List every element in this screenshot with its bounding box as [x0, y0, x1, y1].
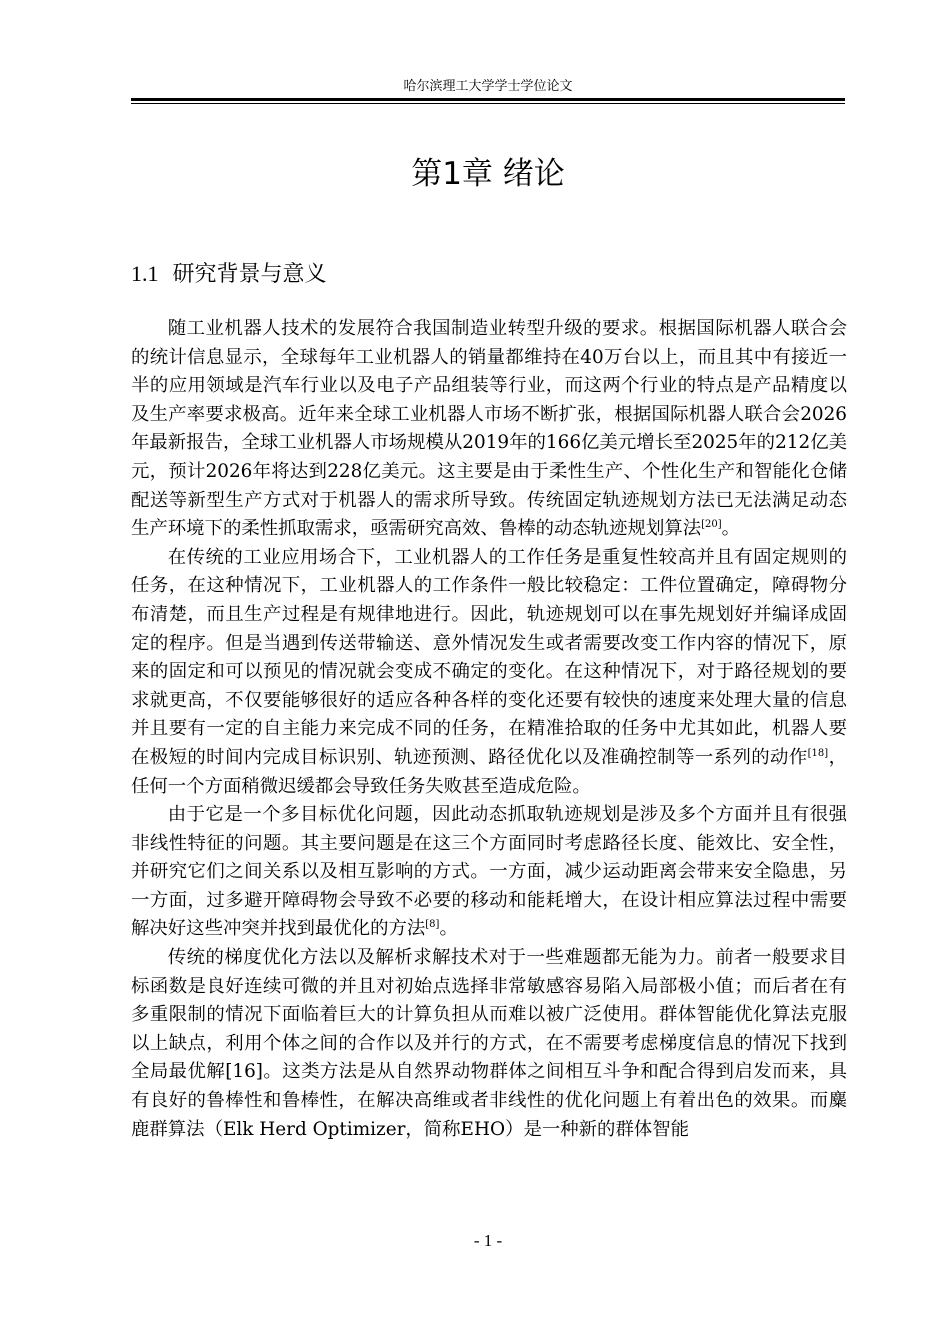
paragraph: [131, 315, 847, 544]
section-number: 1.1: [131, 261, 159, 286]
running-header: 哈尔滨理工大学学士学位论文: [403, 79, 573, 94]
citation: [20]: [701, 519, 722, 531]
paragraph: [131, 544, 847, 801]
paragraph-tail: ，任何一个方面稍微迟缓都会导致任务失败甚至造成危险。: [131, 746, 847, 797]
paragraph: [131, 801, 847, 944]
section-heading: 研究背景与意义: [172, 262, 327, 287]
paragraph-tail: 。: [721, 518, 741, 540]
paragraph-text: 由于它是一个多目标优化问题，因此动态抓取轨迹规划是涉及多个方面并且有很强非线性特征的问题。其主要问题是在这三个方面同时考虑路径长度、能效比、安全性，并研究它们之间关系以及相互影响的方式。一方面，减少运动距离会带来安全隐患，另一方面，过多避开障碍物会导致不必要的移动和能耗增大，在设计相应算法过程中需要解决好这些冲突并找到最优化的方法: [131, 804, 847, 940]
citation: [18]: [807, 747, 829, 759]
paragraph-text: 随工业机器人技术的发展符合我国制造业转型升级的要求。根据国际机器人联合会的统计信息显示，全球每年工业机器人的销量都维持在40万台以上，而且其中有接近一半的应用领域是汽车行业以及电子产品组装等行业，而这两个行业的特点是产品精度以及生产率要求极高。近年来全球工业机器人市场不断扩张，根据国际机器人联合会2026年最新报告，全球工业机器人市场规模从2019年的166亿美元增长至2025年的212亿美元，预计2026年将达到228亿美元。这主要是由于柔性生产、个性化生产和智能化仓储配送等新型生产方式对于机器人的需求所导致。传统固定轨迹规划方法已无法满足动态生产环境下的柔性抓取需求，亟需研究高效、鲁棒的动态轨迹规划算法: [131, 318, 847, 540]
header-rule: [131, 98, 845, 104]
paragraph-text: 传统的梯度优化方法以及解析求解技术对于一些难题都无能为力。前者一般要求目标函数是良好连续可微的并且对初始点选择非常敏感容易陷入局部极小值；而后者在有多重限制的情况下面临着巨大的计算负担从而难以被广泛使用。群体智能优化算法克服以上缺点，利用个体之间的合作以及并行的方式，在不需要考虑梯度信息的情况下找到全局最优解[16]。这类方法是从自然界动物群体之间相互斗争和配合得到启发而来，具有良好的鲁棒性和鲁棒性，在解决高维或者非线性的优化问题上有着出色的效果。而麋鹿群算法（Elk Herd Optimizer，简称EHO）是一种新的群体智能: [131, 947, 847, 1140]
body-text: [131, 315, 847, 1144]
section-title: [131, 258, 327, 291]
paragraph: [131, 944, 847, 1144]
paragraph-tail: 。: [439, 918, 458, 940]
paragraph-text: 在传统的工业应用场合下，工业机器人的工作任务是重复性较高并且有固定规则的任务，在这种情况下，工业机器人的工作条件一般比较稳定：工件位置确定，障碍物分布清楚，而且生产过程是有规律地进行。因此，轨迹规划可以在事先规划好并编译成固定的程序。但是当遇到传送带输送、意外情况发生或者需要改变工作内容的情况下，原来的固定和可以预见的情况就会变成不确定的变化。在这种情况下，对于路径规划的要求就更高，不仅要能够很好的适应各种各样的变化还要有较快的速度来处理大量的信息并且要有一定的自主能力来完成不同的任务，在精准拾取的任务中尤其如此，机器人要在极短的时间内完成目标识别、轨迹预测、路径优化以及准确控制等一系列的动作: [131, 546, 847, 768]
page-number: - 1 -: [473, 1231, 503, 1250]
citation: [8]: [425, 919, 440, 931]
chapter-title: 第1章 绪论: [411, 156, 565, 192]
